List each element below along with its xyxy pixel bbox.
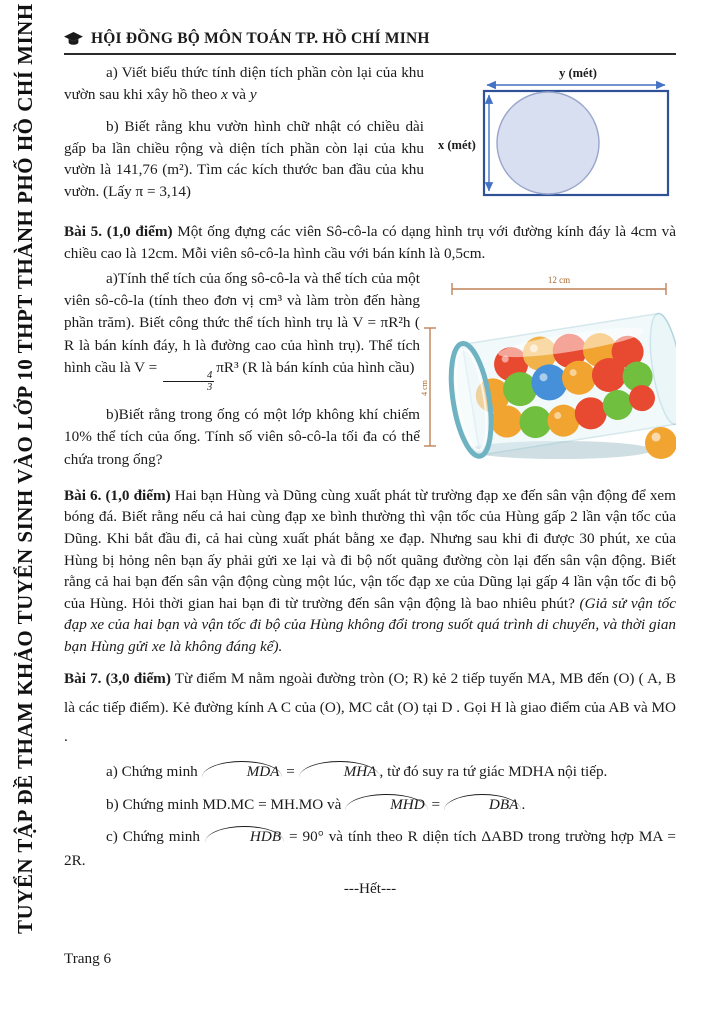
angle-arc: DBA xyxy=(444,794,522,812)
bai4-part-b: b) Biết rằng khu vườn hình chữ nhật có chiều dài gấp ba lần chiều rộng và diện tích phần còn lại của khu vườn là 141,76 (m²). Tìm các kích thước ban đầu của khu vườn. (Lấy π = 3,14) xyxy=(64,118,424,200)
bai5-heading: Bài 5. (1,0 điểm) Một ống đựng các viên Sô-cô-la có dạng hình trụ với đường kính đáy là 4cm và chiều cao là 12cm. Mỗi viên sô-cô-la hình cầu với bán kính là 0,5cm. xyxy=(64,223,676,263)
garden-x-label: x (mét) xyxy=(438,138,476,152)
garden-pond-circle xyxy=(497,92,599,194)
bai5-text xyxy=(64,268,420,481)
bai7-part-a: a) Chứng minh MDA = MHA , từ đó suy ra tứ giác MDHA nội tiếp. xyxy=(106,763,608,781)
page-content xyxy=(64,30,676,898)
angle-arc: MDA xyxy=(202,761,283,779)
bai5-part-a: a)Tính thể tích của ống sô-cô-la và thể tích của một viên sô-cô-la (tính theo đơn vị cm³ và làm tròn đến hàng phần trăm). Biết công thức thể tích hình trụ là V = πR²h ( R là bán kính đáy, h là đường cao của hình trụ). Thể tích hình cầu là V = $\frac{4}{3}$ πR³ (R là bán kính của hình cầu) xyxy=(64,269,420,394)
tube-body xyxy=(444,310,676,459)
fraction-four-thirds: $\frac{4}{3}$ xyxy=(163,370,214,394)
tube-height-label: 4 cm xyxy=(420,379,429,396)
page-title: HỘI ĐỒNG BỘ MÔN TOÁN TP. HỒ CHÍ MINH xyxy=(91,30,430,47)
section-bai5 xyxy=(64,268,676,481)
bai6-paragraph: Bài 6. (1,0 điểm) Hai bạn Hùng và Dũng cùng xuất phát từ trường đạp xe đến sân vận động để xem bóng đá. Biết rằng nếu cả hai cùng đạp xe bình thường thì vận tốc của Hùng gấp 2 lần vận tốc của Dũng. Khi bắt đầu đi, cả hai cùng xuất phát bằng xe đạp. Nhưng sau khi đi được 30 phút, xe của Hùng bị hỏng nên bạn ấy phải gửi xe lại và đi bộ nốt quãng đường còn lại đến sân vận động. Biết rằng cả hai bạn đến sân vận động cùng một lúc, vận tốc đạp xe của Dũng lại gấp 4 lần vận tốc đi bộ của Hùng. Hỏi thời gian hai bạn đi từ trường đến sân vận động là bao nhiêu phút? (Giả sử vận tốc đạp xe của hai bạn và vận tốc đi bộ của Hùng không đổi trong suốt quá trình di chuyển, và thời gian bạn Hùng gửi xe là không đáng kể). xyxy=(64,486,677,655)
bai5-part-b: b)Biết rằng trong ống có một lớp không khí chiếm 10% thể tích của ống. Tính số viên sô-cô-la tối đa có thể chứa trong ống? xyxy=(64,405,420,468)
tube-width-label: 12 cm xyxy=(547,274,571,285)
section-bai4 xyxy=(64,62,676,213)
angle-arc: MHA xyxy=(299,761,380,779)
vertical-book-title: TUYỂN TẬP ĐỀ THAM KHẢO TUYỂN SINH VÀO LỚP 10 THPT THÀNH PHỐ HỒ CHÍ MINH xyxy=(13,3,37,934)
bai7-part-c: c) Chứng minh HDB = 90° và tính theo R diện tích ΔABD trong trường hợp MA = 2R. xyxy=(64,828,676,869)
bai4-text xyxy=(64,62,424,213)
end-of-exam-mark: ---Hết--- xyxy=(343,880,397,898)
bai4-part-a: a) Viết biểu thức tính diện tích phần còn lại của khu vườn sau khi xây hồ theo x và y xyxy=(64,64,424,103)
document-header xyxy=(64,30,676,55)
bai7-heading: Bài 7. (3,0 điểm) Từ điểm M nằm ngoài đường tròn (O; R) kẻ 2 tiếp tuyến MA, MB đến (O) ( A, B là các tiếp điểm). Kẻ đường kính A C của (O), MC cắt (O) tại D . Gọi H là giao điểm của AB và MO . xyxy=(64,669,676,745)
angle-arc: HDB xyxy=(205,826,284,844)
angle-arc: MHD xyxy=(345,794,428,812)
bai7-part-b: b) Chứng minh MD.MC = MH.MO và MHD = DBA . xyxy=(106,795,526,813)
graduation-cap-icon xyxy=(64,32,83,47)
chocolate-tube-figure xyxy=(420,270,676,471)
loose-ball xyxy=(645,427,676,459)
page-number: Trang 6 xyxy=(64,950,112,967)
garden-y-label: y (mét) xyxy=(559,66,597,80)
garden-figure xyxy=(436,64,676,205)
